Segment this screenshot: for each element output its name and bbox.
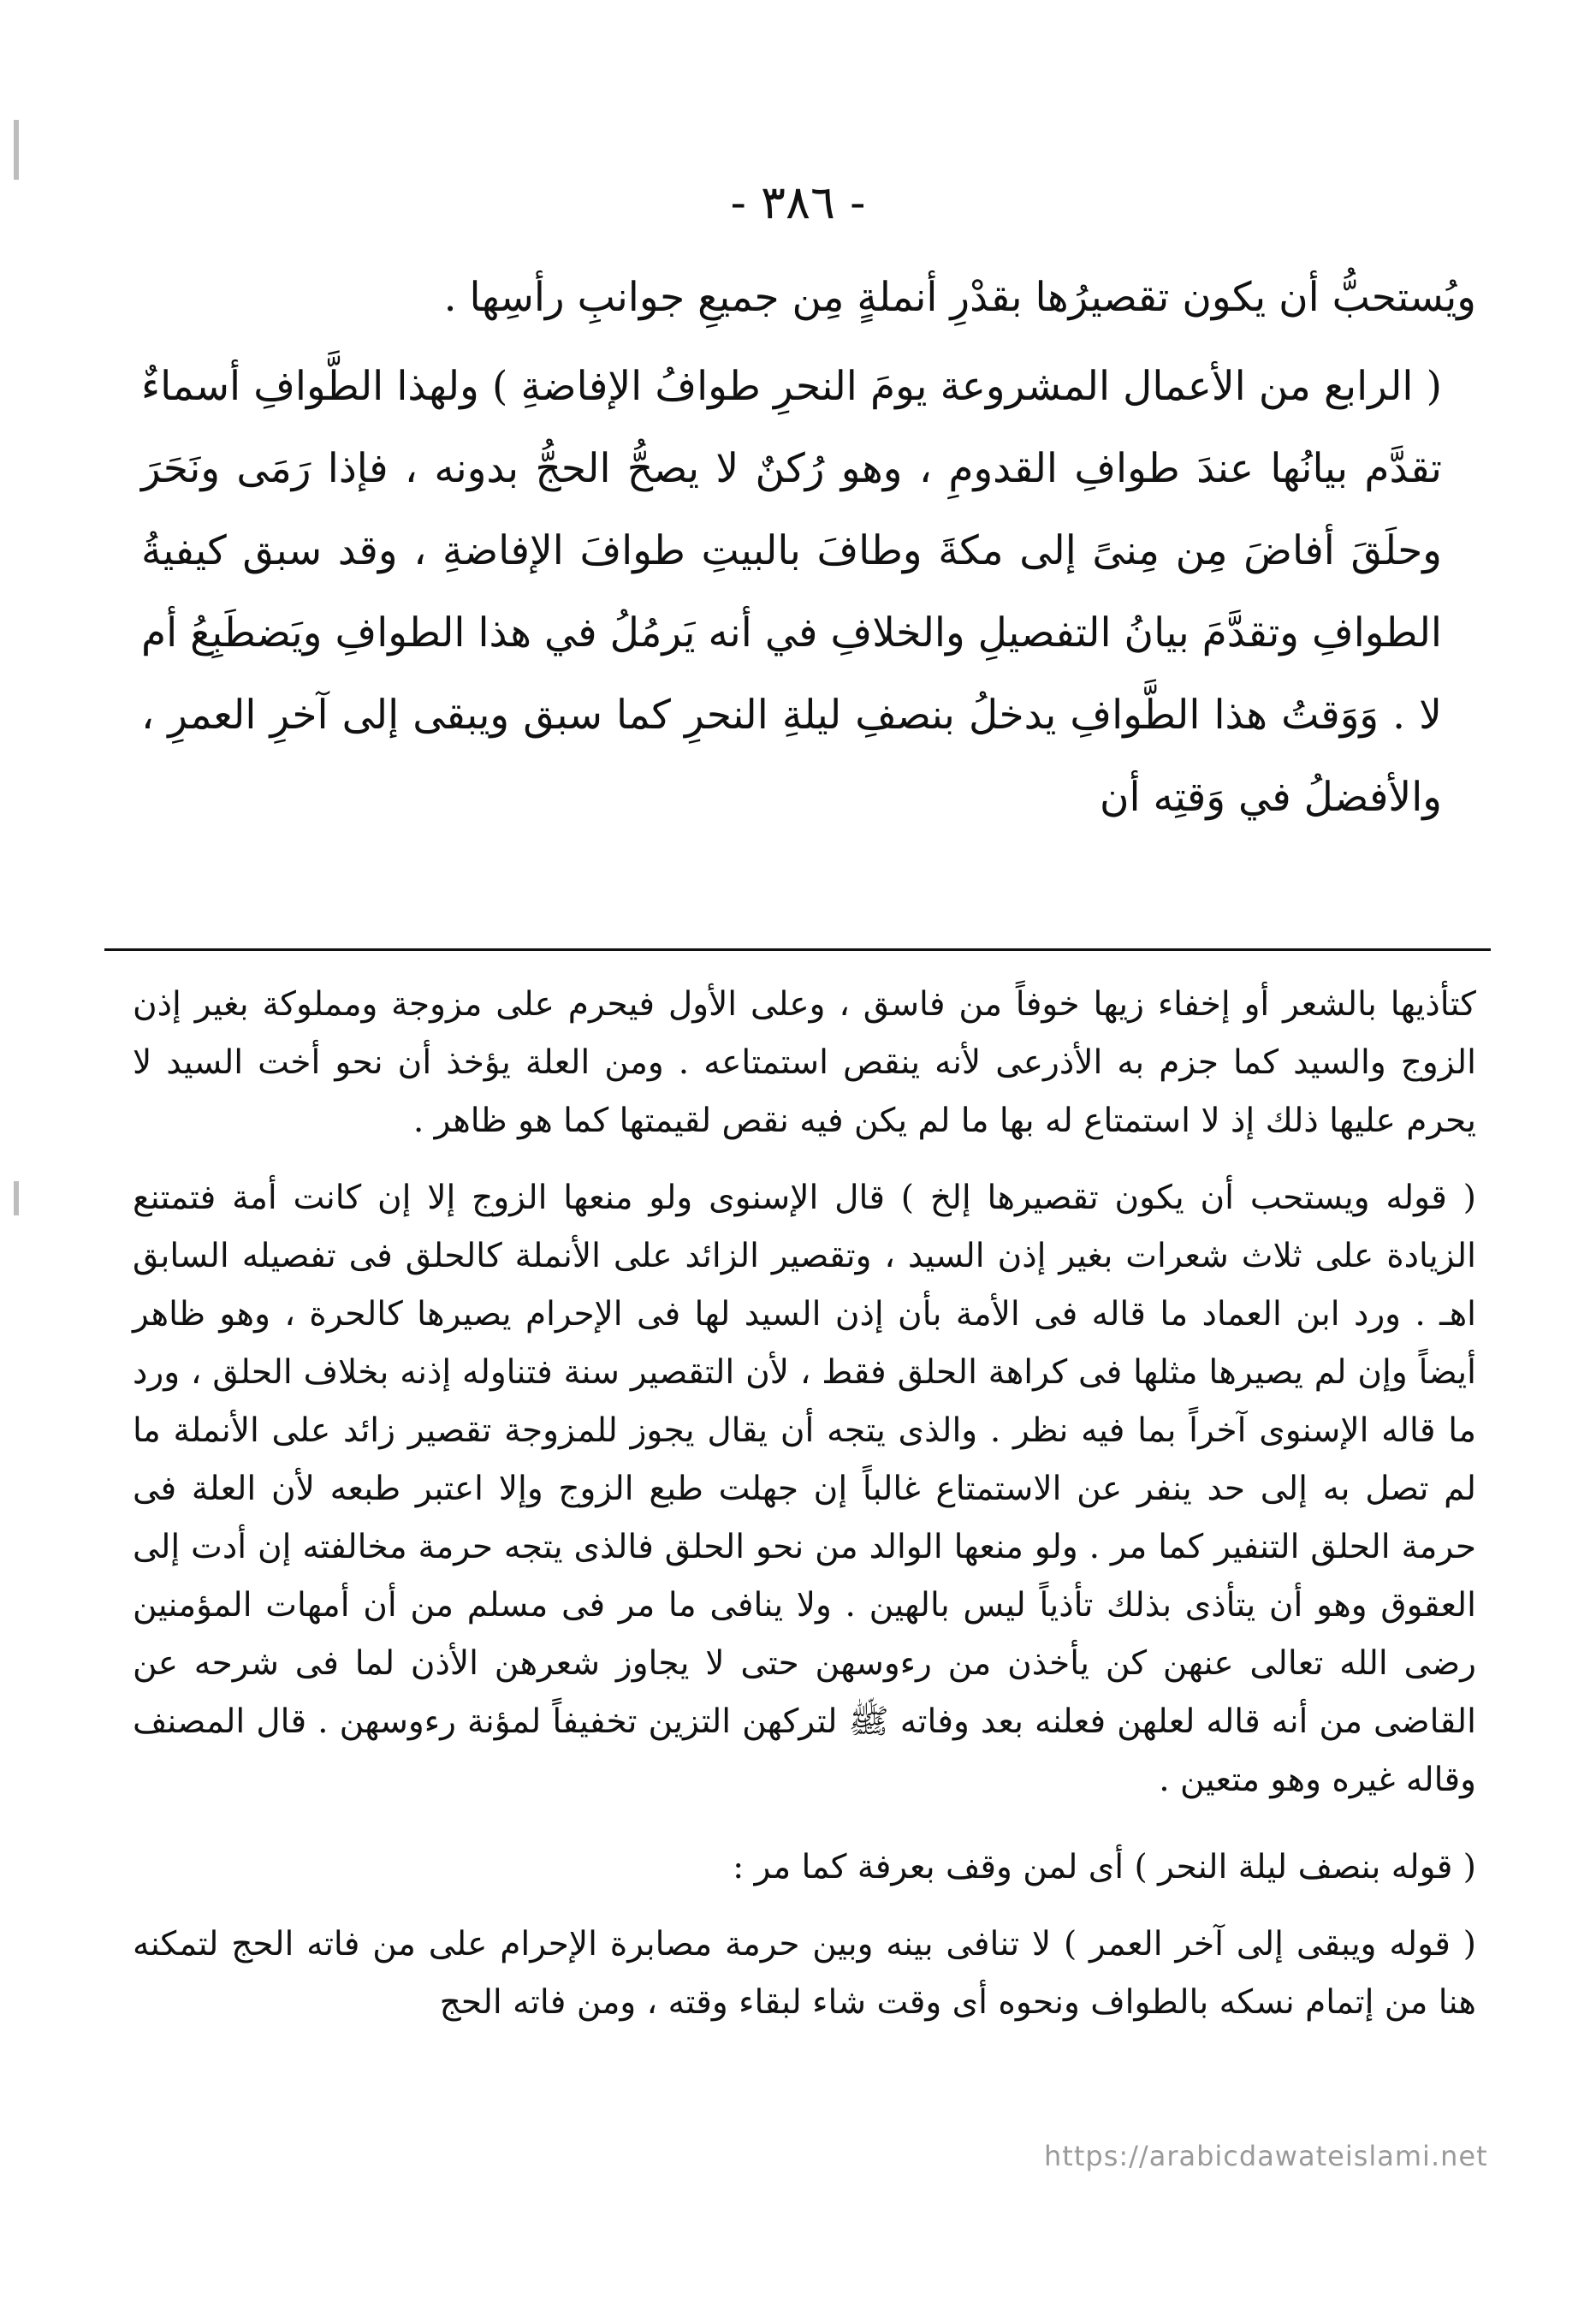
footnote-paragraph: كتأذيها بالشعر أو إخفاء زيها خوفاً من فاسق ، وعلى الأول فيحرم على مزوجة ومملوكة بغير إذن الزوج والسيد كما جزم به الأذرعى لأنه ينقص استمتاعه . ومن العلة يؤخذ أن نحو أخت السيد لا يحرم عليها ذلك إذ لا استمتاع له بها ما لم يكن فيه نقص لقيمتها كما هو ظاهر . <box>133 985 1476 1140</box>
footnote-paragraph: ( قوله ويستحب أن يكون تقصيرها إلخ ) قال الإسنوى ولو منعها الزوج إلا إن كانت أمة فتمتنع الزيادة على ثلاث شعرات بغير إذن السيد ، وتقصير الزائد على الأنملة كالحلق فى تفصيله السابق اهـ . ورد ابن العماد ما قاله فى الأمة بأن إذن السيد لها فى الإحرام يصيرها كالحرة ، وهو ظاهر أيضاً وإن لم يصيرها مثلها فى كراهة الحلق فقط ، لأن التقصير سنة فتناوله إذنه بخلاف الحلق ، ورد ما قاله الإسنوى آخراً بما فيه نظر . والذى يتجه أن يقال يجوز للمزوجة تقصير زائد على الأنملة ما لم تصل به إلى حد ينفر عن الاستمتاع غالباً إن جهلت طبع الزوج وإلا اعتبر طبعه لأن العلة فى حرمة الحلق التنفير كما مر . ولو منعها الوالد من نحو الحلق فالذى يتجه حرمة مخالفته إن أدت إلى العقوق وهو أن يتأذى بذلك تأذياً ليس بالهين . ولا ينافى ما مر فى مسلم من أن أمهات المؤمنين رضى الله تعالى عنهن كن يأخذن من رءوسهن حتى لا يجاوز شعرهن الأذن لما فى شرحه عن القاضى من أنه قاله لعلهن فعلنه بعد وفاته ﷺ لتركهن التزين تخفيفاً لمؤنة رءوسهن . قال المصنف وقاله غيره وهو متعين . <box>133 1179 1476 1799</box>
scan-edge-mark <box>14 1181 19 1215</box>
footnote-paragraph: ( قوله ويبقى إلى آخر العمر ) لا تنافى بينه وبين حرمة مصابرة الإحرام على من فاته الحج لتمكنه هنا من إتمام نسكه بالطواف ونحوه أى وقت شاء لبقاء وقته ، ومن فاته الحج <box>133 1925 1476 2022</box>
main-paragraph: ( الرابع من الأعمال المشروعة يومَ النحرِ طوافُ الإفاضةِ ) ولهذا الطَّوافِ أسماءٌ تقدَّم بيانُها عندَ طوافِ القدومِ ، وهو رُكنٌ لا يصحُّ الحجُّ بدونه ، فإذا رَمَى ونَحَرَ وحلَقَ أفاضَ مِن مِنىً إلى مكةَ وطافَ بالبيتِ طوافَ الإفاضةِ ، وقد سبق كيفيةُ الطوافِ وتقدَّمَ بيانُ التفصيلِ والخلافِ في أنه يَرمُلُ في هذا الطوافِ ويَضطَبِعُ أم لا . وَوَقتُ هذا الطَّوافِ يدخلُ بنصفِ ليلةِ النحرِ كما سبق ويبقى إلى آخرِ العمرِ ، والأفضلُ في وَقتِه أن <box>141 363 1442 821</box>
footnote-paragraph: ( قوله بنصف ليلة النحر ) أى لمن وقف بعرفة كما مر : <box>733 1848 1476 1886</box>
footnotes-block <box>133 976 1476 2051</box>
scan-edge-mark <box>14 120 19 180</box>
footnote-divider <box>104 948 1491 951</box>
page-number: - ٣٨٦ - <box>730 175 866 229</box>
main-text-block <box>141 257 1476 846</box>
main-paragraph: ويُستحبُّ أن يكون تقصيرُها بقدْرِ أنملةٍ مِن جميعِ جوانبِ رأسِها . <box>443 274 1476 321</box>
watermark-url: https://arabicdawateislami.net <box>1044 2140 1488 2172</box>
